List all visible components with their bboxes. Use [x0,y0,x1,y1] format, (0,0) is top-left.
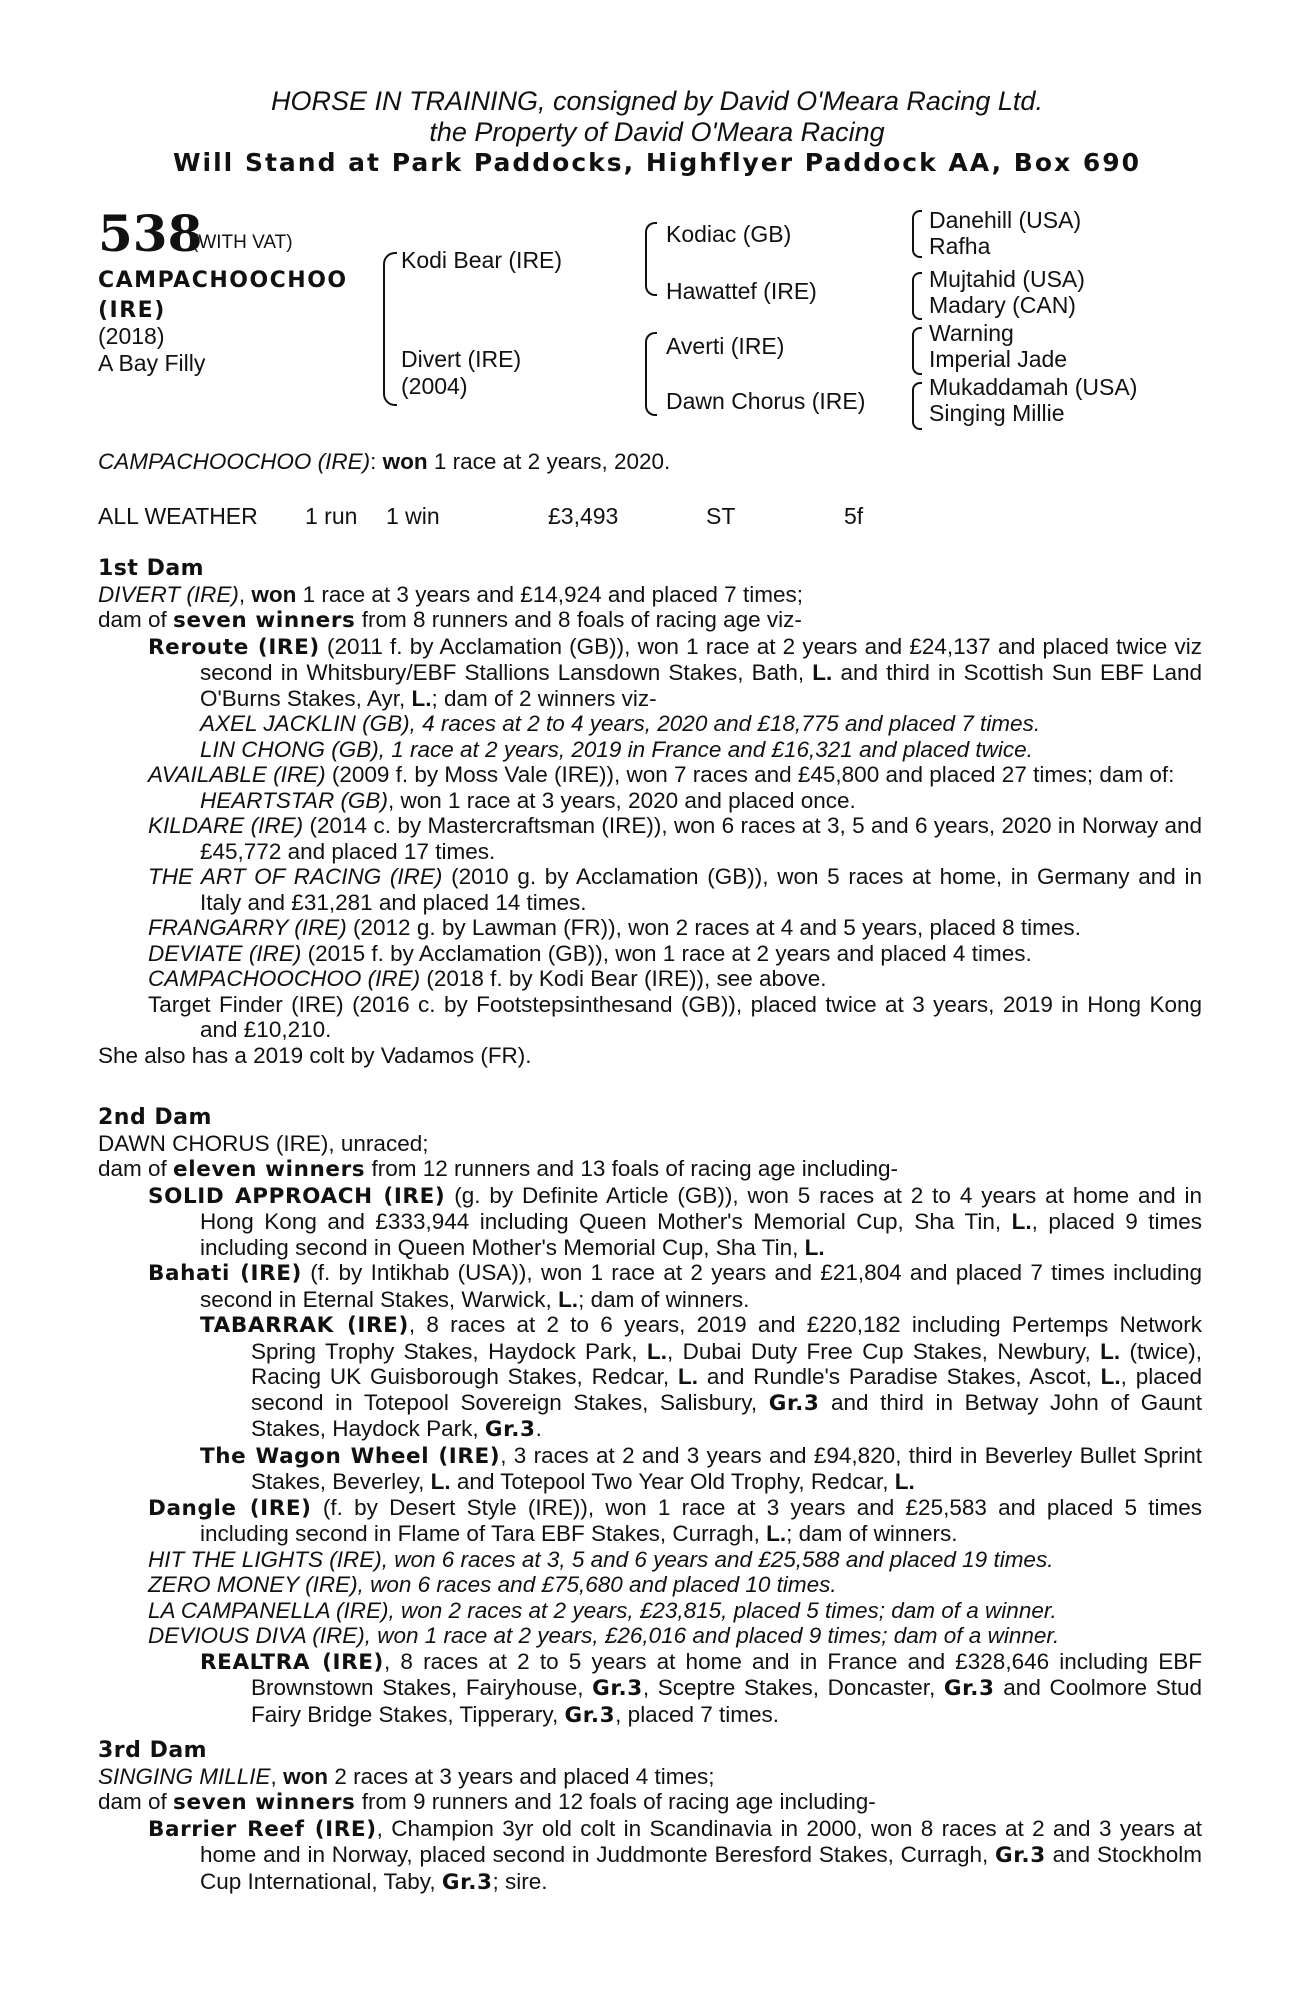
group-mark: Gr.3 [441,1869,493,1895]
text: (2011 f. by Acclamation (GB)), won 1 race at 2 years and £24,137 and placed twice viz second in Whitsbury/EBF Stallions Lansdown Stakes, Bath, [200,633,1202,685]
text: dam of [98,1156,174,1181]
text: 2 races at 3 years and placed 4 times; [328,1763,715,1789]
progeny-name: DEVIATE (IRE) [148,940,302,966]
second-dam-section [98,1105,1202,1728]
horse-name-line1: CAMPACHOOCHOO [98,268,348,293]
pedigree-sire-dam: Hawattef (IRE) [666,278,817,304]
won: won [283,1763,329,1789]
text: , placed second in Totepool Sovereign Stakes, Salisbury, [251,1364,1202,1415]
listed-mark: L. [812,660,833,685]
text: (g. by Definite Article (GB)), won 5 races at 2 to 4 years at home and in Hong Kong and £333,944 including Queen Mother's Memorial Cup, Sha Tin, [200,1182,1203,1234]
pedigree-gg6: Imperial Jade [929,346,1068,372]
progeny-name: SOLID APPROACH (IRE) [148,1183,446,1209]
group-mark: Gr.3 [943,1676,995,1701]
text: (2015 f. by Acclamation (GB)), won 1 race at 2 years and placed 4 times. [301,940,1032,966]
summary-colon: : [370,449,377,474]
progeny-name: The Wagon Wheel (IRE) [200,1443,501,1469]
progeny-name: Reroute (IRE) [148,634,320,660]
pedigree-brace-g4 [912,382,922,430]
pedigree-gg7: Mukaddamah (USA) [929,374,1138,400]
header-location: Will Stand at Park Paddocks, Highflyer Paddock AA, Box 690 [172,148,1142,177]
third-dam-line1 [98,1764,1202,1790]
progeny-name: TABARRAK (IRE) [200,1313,409,1338]
winners-count: seven winners [173,1790,356,1815]
horse-info [98,323,205,377]
text: (2018 f. by Kodi Bear (IRE)), see above. [420,966,827,991]
pedigree-dam: Divert (IRE) [401,346,522,372]
pedigree-brace-dam [645,332,657,416]
won: won [251,581,297,607]
winners-count: eleven winners [173,1157,366,1182]
text: , placed 9 times including second in Queen Mother's Memorial Cup, Sha Tin, [200,1209,1202,1260]
pedigree-sire-sire: Kodiac (GB) [666,221,792,247]
text: , 8 races at 2 to 6 years, 2019 and £220,182 including Pertemps Network Spring Trophy Stakes, Haydock Park, [251,1312,1202,1364]
text: , placed 7 times. [615,1701,779,1727]
first-dam-also: She also has a 2019 colt by Vadamos (FR). [98,1042,532,1068]
third-dam-line2 [98,1789,1202,1816]
progeny-devious-diva: DEVIOUS DIVA (IRE), won 1 race at 2 years, £26,016 and placed 9 times; dam of a winner. [148,1623,1060,1648]
progeny-solid-approach [98,1183,1202,1261]
pedigree-dam-sire: Averti (IRE) [666,333,785,359]
pedigree-dam-year: (2004) [401,373,468,399]
second-dam-line2 [98,1156,1202,1183]
text: and Rundle's Paradise Stakes, Ascot, [697,1364,1101,1389]
header-property: the Property of David O'Meara Racing [429,117,885,147]
text: from 12 runners and 13 foals of racing age including- [365,1156,899,1181]
sep: , [270,1763,284,1789]
progeny-kildare [98,813,1202,864]
progeny-axel: AXEL JACKLIN (GB), 4 races at 2 to 4 years, 2020 and £18,775 and placed 7 times. [200,711,1041,736]
text: , 3 races at 2 and 3 years and £94,820, third in Beverley Bullet Sprint Stakes, Beverley, [251,1442,1202,1494]
winners-count: seven winners [173,608,356,633]
record-surface: ALL WEATHER [98,503,258,529]
progeny-name: THE ART OF RACING (IRE) [148,864,443,889]
progeny-zero-money: ZERO MONEY (IRE), won 6 races and £75,680 and placed 10 times. [148,1572,837,1597]
horse-name [98,266,348,326]
foal-year: (2018) [98,323,165,349]
progeny-name: CAMPACHOOCHOO (IRE) [148,966,421,991]
pedigree-gg8: Singing Millie [929,400,1065,426]
text: and third in Scottish Sun EBF Land O'Burns Stakes, Ayr, [200,660,1202,711]
listed-mark: L. [411,685,432,711]
second-dam-line1: DAWN CHORUS (IRE), unraced; [98,1130,429,1156]
first-dam-line1 [98,582,1202,608]
third-dam-title: 3rd Dam [98,1738,208,1763]
text: , won 1 race at 3 years, 2020 and placed once. [387,787,856,813]
progeny-name: AVAILABLE (IRE) [148,762,326,787]
text: dam of [98,1789,174,1814]
progeny-art-of-racing [98,864,1202,915]
progeny-la-campanella: LA CAMPANELLA (IRE), won 2 races at 2 years, £23,815, placed 5 times; dam of a winner. [148,1597,1057,1623]
pedigree-brace-g2 [912,272,922,320]
group-mark: Gr.3 [995,1843,1046,1868]
text: and Stockholm Cup International, Taby, [200,1842,1202,1894]
text: ; dam of winners. [578,1286,750,1312]
pedigree-sire: Kodi Bear (IRE) [401,247,563,273]
pedigree-brace-g1 [912,210,922,258]
progeny-name: Bahati (IRE) [148,1261,302,1286]
text: and third in Betway John of Gaunt Stakes, Haydock Park, [251,1389,1202,1441]
progeny-bahati [98,1260,1202,1312]
summary-horse-name: CAMPACHOOCHOO (IRE) [98,449,371,474]
horse-description: A Bay Filly [98,350,206,376]
first-dam-title: 1st Dam [98,556,205,581]
text: (f. by Desert Style (IRE)), won 1 race at 3 years and £25,583 and placed 5 times including second in Flame of Tara EBF Stakes, Curragh, [200,1494,1202,1546]
record-prize: £3,493 [548,503,619,529]
record-track: ST [706,503,736,529]
progeny-frangarry [98,915,1202,941]
text: , Sceptre Stakes, Doncaster, [642,1675,944,1700]
third-dam-section [98,1738,1202,1895]
progeny-reroute [98,634,1202,712]
group-mark: Gr.3 [564,1702,616,1728]
progeny-campachoochoo [98,966,1202,992]
text: and Coolmore Stud Fairy Bridge Stakes, Tipperary, [251,1675,1202,1727]
listed-mark: L. [804,1234,825,1260]
text: , 8 races at 2 to 5 years at home and in France and £328,646 including EBF Brownstown Stakes, Fairyhouse, [251,1648,1203,1700]
progeny-barrier-reef [98,1816,1202,1896]
text: dam of [98,607,174,632]
progeny-name: KILDARE (IRE) [148,813,304,838]
progeny-dangle [98,1495,1202,1547]
sep: , [238,581,252,607]
progeny-target-finder: Target Finder (IRE) (2016 c. by Footstepsinthesand (GB)), placed twice at 3 years, 2019 in Hong Kong and £10,210. [148,991,1202,1042]
horse-name-line2: (IRE) [98,298,166,323]
text: (twice), Racing UK Guisborough Stakes, Redcar, [251,1338,1203,1389]
listed-mark: L. [1100,1364,1121,1389]
progeny-name: REALTRA (IRE) [200,1649,384,1675]
pedigree-gg5: Warning [929,320,1014,346]
second-dam-title: 2nd Dam [98,1105,212,1130]
progeny-wagon-wheel [98,1443,1202,1495]
listed-mark: L. [766,1521,787,1546]
text: ; dam of 2 winners viz- [431,685,657,711]
text: (2012 g. by Lawman (FR)), won 2 races at 4 and 5 years, placed 8 times. [346,915,1081,940]
first-dam-section [98,556,1202,1068]
pedigree-dam-dam: Dawn Chorus (IRE) [666,388,866,414]
progeny-name: HEARTSTAR (GB) [200,787,388,813]
first-dam-name: DIVERT (IRE) [98,581,239,607]
header-consignor: HORSE IN TRAINING, consigned by David O'Meara Racing Ltd. [271,86,1043,116]
listed-mark: L. [1011,1209,1032,1234]
pedigree-gg4: Madary (CAN) [929,292,1076,318]
progeny-hit-the-lights: HIT THE LIGHTS (IRE), won 6 races at 3, 5 and 6 years and £25,588 and placed 19 times. [148,1546,1054,1572]
group-mark: Gr.3 [484,1417,536,1442]
record-wins: 1 win [386,503,440,529]
lot-number: 538 [98,204,203,263]
listed-mark: L. [558,1286,579,1312]
summary-won: won [382,449,428,474]
pedigree-brace-g3 [912,327,922,375]
first-dam-detail: 1 race at 3 years and £14,924 and placed 7 times; [296,581,803,607]
progeny-heartstar [98,788,1202,814]
race-record [98,504,998,530]
race-summary [98,449,670,475]
group-mark: Gr.3 [768,1390,820,1416]
text: (2009 f. by Moss Vale (IRE)), won 7 races and £45,800 and placed 27 times; dam of: [325,762,1175,787]
listed-mark: L. [1100,1338,1121,1364]
record-runs: 1 run [305,503,358,529]
listed-mark: L. [646,1338,667,1364]
listed-mark: L. [430,1469,451,1494]
progeny-name: FRANGARRY (IRE) [148,915,347,940]
pedigree-brace-sire [645,222,657,296]
text: (f. by Intikhab (USA)), won 1 race at 2 years and £21,804 and placed 7 times including second in Eternal Stakes, Warwick, [200,1260,1202,1312]
first-dam-line2 [98,607,1202,634]
text: (2014 c. by Mastercraftsman (IRE)), won 6 races at 3, 5 and 6 years, 2020 in Norway and £45,772 and placed 17 times. [200,813,1202,864]
third-dam-name: SINGING MILLIE [98,1763,271,1789]
text: ; dam of winners. [786,1521,958,1546]
progeny-realtra [98,1649,1202,1729]
text: from 8 runners and 8 foals of racing age viz- [355,607,802,632]
pedigree-brace-parents [383,252,397,406]
listed-mark: L. [677,1364,698,1389]
record-distance: 5f [844,503,864,529]
progeny-name: Barrier Reef (IRE) [148,1816,377,1842]
progeny-tabarrak: TABARRAK (IRE), 8 races at 2 to 6 years, 2019 and £220,182 including Pertemps Network Spring Trophy Stakes, Haydock Park, L., Dubai Duty Free Cup Stakes, Newbury, L. (twice), Racing UK Guisborough Stakes, Redcar, L. and Rundle's Paradise Stakes, Ascot, L., placed second in Totepool Sovereign Stakes, Salisbury, Gr.3 and third in Betway John of Gaunt Stakes, Haydock Park, Gr.3. [200,1312,1203,1442]
progeny-name: Dangle (IRE) [148,1495,312,1521]
pedigree-gg1: Danehill (USA) [929,207,1082,233]
text: from 9 runners and 12 foals of racing age including- [355,1789,876,1814]
progeny-lin: LIN CHONG (GB), 1 race at 2 years, 2019 in France and £16,321 and placed twice. [200,736,1033,762]
progeny-deviate [98,941,1202,967]
text: , Champion 3yr old colt in Scandinavia in 2000, won 8 races at 2 and 3 years at home and in Norway, placed second in Juddmonte Beresford Stakes, Curragh, [200,1815,1202,1867]
vat-label: (WITH VAT) [192,232,293,253]
progeny-available [98,762,1202,788]
pedigree-gg3: Mujtahid (USA) [929,266,1085,292]
pedigree-gg2: Rafha [929,233,991,259]
text: (2010 g. by Acclamation (GB)), won 5 races at home, in Germany and in Italy and £31,281 and placed 14 times. [200,864,1202,915]
text: ; sire. [492,1868,548,1894]
listed-mark: L. [894,1469,915,1494]
group-mark: Gr.3 [592,1676,643,1701]
text: and Totepool Two Year Old Trophy, Redcar, [450,1469,895,1494]
text: , Dubai Duty Free Cup Stakes, Newbury, [666,1338,1101,1364]
summary-text: 1 race at 2 years, 2020. [427,449,671,474]
